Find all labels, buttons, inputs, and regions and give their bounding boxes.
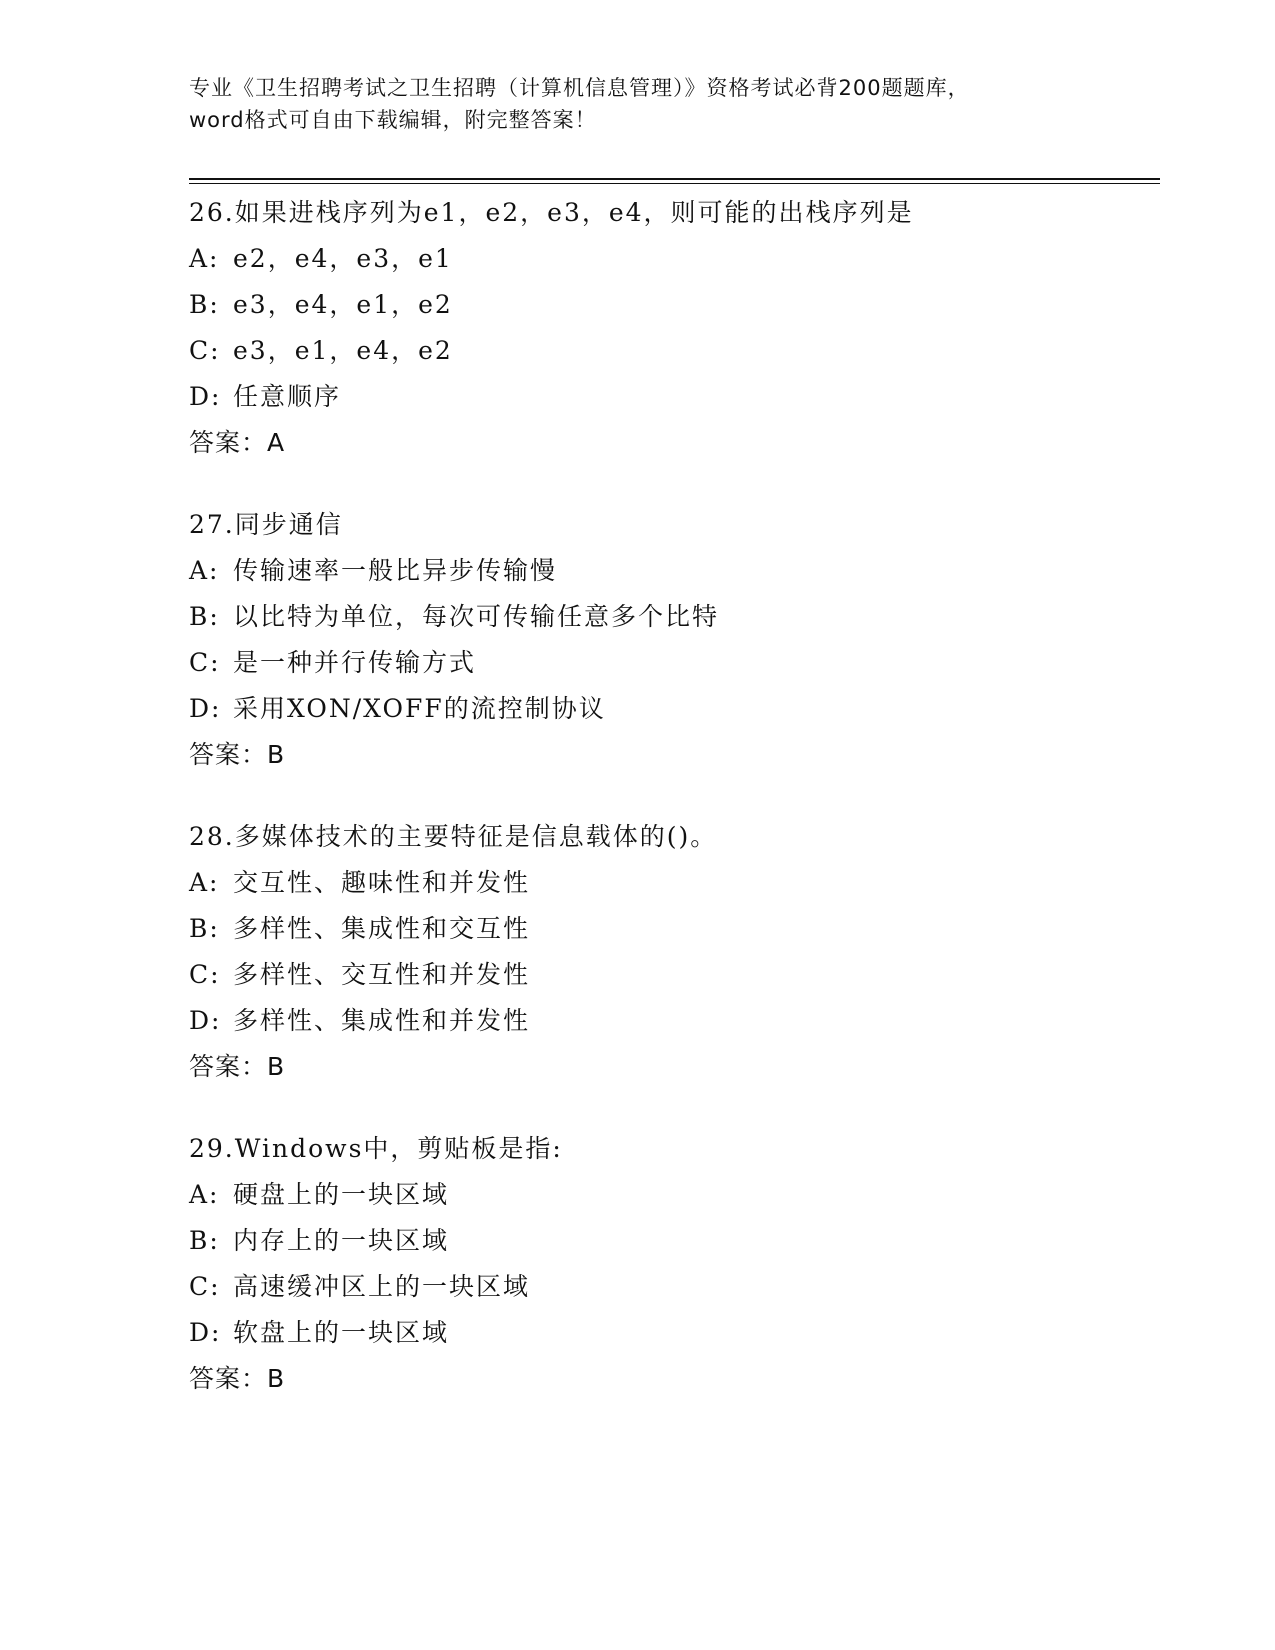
option-a [189,1172,1139,1218]
option-text: 多样性、集成性和并发性 [233,1006,531,1035]
option-label: A: [189,556,220,585]
option-label: D: [189,382,222,411]
option-text: 交互性、趣味性和并发性 [233,868,531,897]
header-divider-thick [189,178,1160,180]
option-label: D: [189,1006,222,1035]
question-27 [189,502,1139,778]
question-stem: 26.如果进栈序列为e1，e2，e3，e4，则可能的出栈序列是 [189,198,914,227]
option-text: 多样性、集成性和交互性 [233,914,531,943]
option-b [189,906,1139,952]
option-c [189,1264,1139,1310]
option-label: B: [189,914,220,943]
option-text: 任意顺序 [233,382,342,411]
option-text: 是一种并行传输方式 [233,648,477,677]
answer-line: 答案：B [189,740,286,769]
question-28 [189,814,1139,1090]
option-c [189,328,1139,374]
option-label: D: [189,694,222,723]
option-label: C: [189,648,221,677]
option-label: B: [189,602,220,631]
question-stem: 28.多媒体技术的主要特征是信息载体的()。 [189,822,718,851]
option-text: 高速缓冲区上的一块区域 [233,1272,531,1301]
header-line-2: word格式可自由下载编辑，附完整答案！ [189,108,597,132]
option-c [189,952,1139,998]
option-d [189,1310,1139,1356]
option-a [189,236,1139,282]
question-list [189,190,1139,1438]
header-line-1: 专业《卫生招聘考试之卫生招聘（计算机信息管理）》资格考试必背200题题库， [189,76,970,100]
option-b [189,594,1139,640]
question-stem: 29.Windows中，剪贴板是指: [189,1134,563,1163]
option-label: C: [189,960,221,989]
option-d [189,686,1139,732]
option-d [189,998,1139,1044]
option-text: 传输速率一般比异步传输慢 [233,556,558,585]
document-header [189,72,1089,136]
option-d [189,374,1139,420]
answer-line: 答案：B [189,1052,286,1081]
question-stem: 27.同步通信 [189,510,343,539]
option-label: B: [189,290,220,319]
option-text: e3，e1，e4，e2 [233,336,453,365]
option-label: A: [189,868,220,897]
question-26 [189,190,1139,466]
option-label: B: [189,1226,220,1255]
option-label: A: [189,1180,220,1209]
answer-line: 答案：B [189,1364,286,1393]
option-text: e2，e4，e3，e1 [233,244,453,273]
option-text: 软盘上的一块区域 [233,1318,450,1347]
option-b [189,1218,1139,1264]
option-label: A: [189,244,220,273]
option-text: 采用XON/XOFF的流控制协议 [233,694,606,723]
option-a [189,548,1139,594]
option-c [189,640,1139,686]
option-label: C: [189,336,221,365]
option-text: 多样性、交互性和并发性 [233,960,531,989]
header-divider-thin [189,183,1160,184]
option-text: e3，e4，e1，e2 [233,290,453,319]
option-text: 内存上的一块区域 [233,1226,450,1255]
option-a [189,860,1139,906]
option-b [189,282,1139,328]
option-label: C: [189,1272,221,1301]
option-label: D: [189,1318,222,1347]
option-text: 以比特为单位，每次可传输任意多个比特 [233,602,720,631]
option-text: 硬盘上的一块区域 [233,1180,450,1209]
question-29 [189,1126,1139,1402]
answer-line: 答案：A [189,428,286,457]
